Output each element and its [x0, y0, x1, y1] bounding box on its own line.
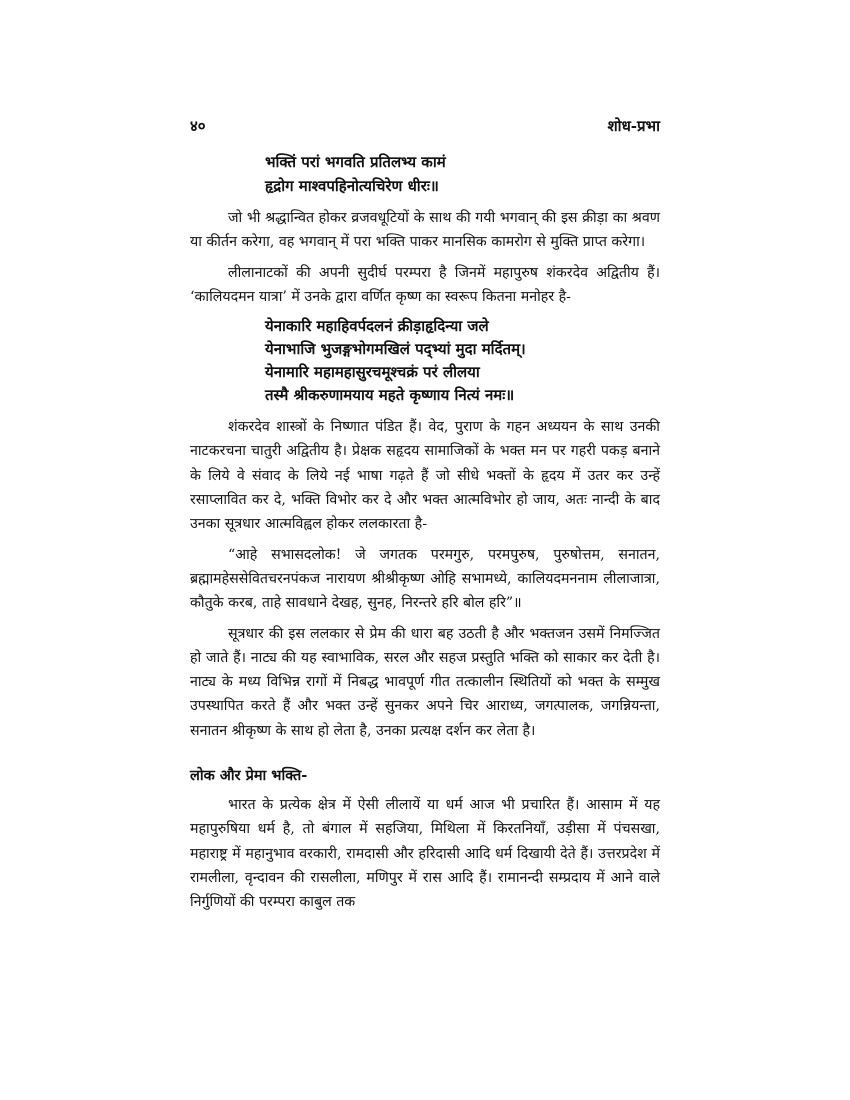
sanskrit-verse-1 [265, 150, 660, 198]
verse-line: तस्मै श्रीकरुणामयाय महते कृष्णाय नित्यं नमः॥ [265, 386, 515, 405]
verse-line: भक्तिं परां भगवति प्रतिलभ्य कामं [265, 153, 446, 171]
paragraph-3: शंकरदेव शास्त्रों के निष्णात पंडित हैं। वेद, पुराण के गहन अध्ययन के साथ उनकी नाटकरचना चातुरी अद्वितीय है। प्रेक्षक सहृदय सामाजिकों के भक्त मन पर गहरी पकड़ बनाने के लिये वे संवाद के लिये नई भाषा गढ़ते हैं जो सीधे भक्तों के हृदय में उतर कर उन्हें रसाप्लावित कर दे, भक्ति विभोर कर दे और भक्त आत्मविभोर हो जाय, अतः नान्दी के बाद उनका सूत्रधार आत्मविह्वल होकर ललकारता है- [190, 419, 660, 533]
running-header [190, 112, 660, 136]
sanskrit-verse-2 [265, 315, 660, 407]
paragraph-2: लीलानाटकों की अपनी सुदीर्घ परम्परा है जिनमें महापुरुष शंकरदेव अद्वितीय हैं। ‘कालियदमन यात्रा’ में उनके द्वारा वर्णित कृष्ण का स्वरूप कितना मनोहर है- [190, 264, 660, 305]
paragraph-4: सूत्रधार की इस ललकार से प्रेम की धारा बह उठती है और भक्तजन उसमें निमज्जित हो जाते हैं। नाट्य की यह स्वाभाविक, सरल और सहज प्रस्तुति भक्ति को साकार कर देती है। नाट्य के मध्य विभिन्न रागों में निबद्ध भावपूर्ण गीत तत्कालीन स्थितियों को भक्त के सम्मुख उपस्थापित करते हैं और भक्त उन्हें सुनकर अपने चिर आराध्य, जगत्पालक, जगन्नियन्ता, सनातन श्रीकृष्ण के साथ हो लेता है, उनका प्रत्यक्ष दर्शन कर लेता है। [190, 625, 660, 739]
verse-line: हृद्रोग माश्वपहिनोत्यचिरेण धीरः॥ [265, 177, 439, 195]
section-heading: लोक और प्रेमा भक्ति- [190, 767, 308, 785]
verse-line: येनाभाजि भुजङ्गभोगमखिलं पद्भ्यां मुदा मर्दितम्। [265, 340, 526, 359]
paragraph-5: भारत के प्रत्येक क्षेत्र में ऐसी लीलायें या धर्म आज भी प्रचारित हैं। आसाम में यह महापुरुषिया धर्म है, तो बंगाल में सहजिया, मिथिला में किरतनियाँ, उड़ीसा में पंचसखा, महाराष्ट्र में महानुभाव वरकारी, रामदासी और हरिदासी आदि धर्म दिखायी देते हैं। उत्तरप्रदेश में रामलीला, वृन्दावन की रासलीला, मणिपुर में रास आदि हैं। रामानन्दी सम्प्रदाय में आने वाले निर्गुणियों की परम्परा काबुल तक [190, 797, 660, 911]
verse-line: येनामारि महामहासुरचमूश्चक्रं परं लीलया [265, 363, 480, 382]
paragraph-1: जो भी श्रद्धान्वित होकर व्रजवधूटियों के साथ की गयी भगवान् की इस क्रीड़ा का श्रवण या कीर्तन करेगा, वह भगवान् में परा भक्ति पाकर मानसिक कामरोग से मुक्ति प्राप्त करेगा। [190, 210, 660, 251]
journal-title: शोध-प्रभा [607, 117, 660, 135]
page-number: ४० [190, 117, 206, 135]
verse-line: येनाकारि महाहिवर्पदलनं क्रीड़ाहृदिन्या जले [265, 317, 489, 336]
quotation: “आहे सभासदलोक! जे जगतक परमगुरु, परमपुरुष, पुरुषोत्तम, सनातन, ब्रह्मामहेससेवितचरनपंकज नारायण श्रीश्रीकृष्ण ओहि सभामध्ये, कालियदमननाम लीलाजात्रा, कौतुके करब, ताहे सावधाने देखह, सुनह, निरन्तरे हरि बोल हरि”॥ [190, 546, 660, 612]
page-content [190, 112, 660, 921]
